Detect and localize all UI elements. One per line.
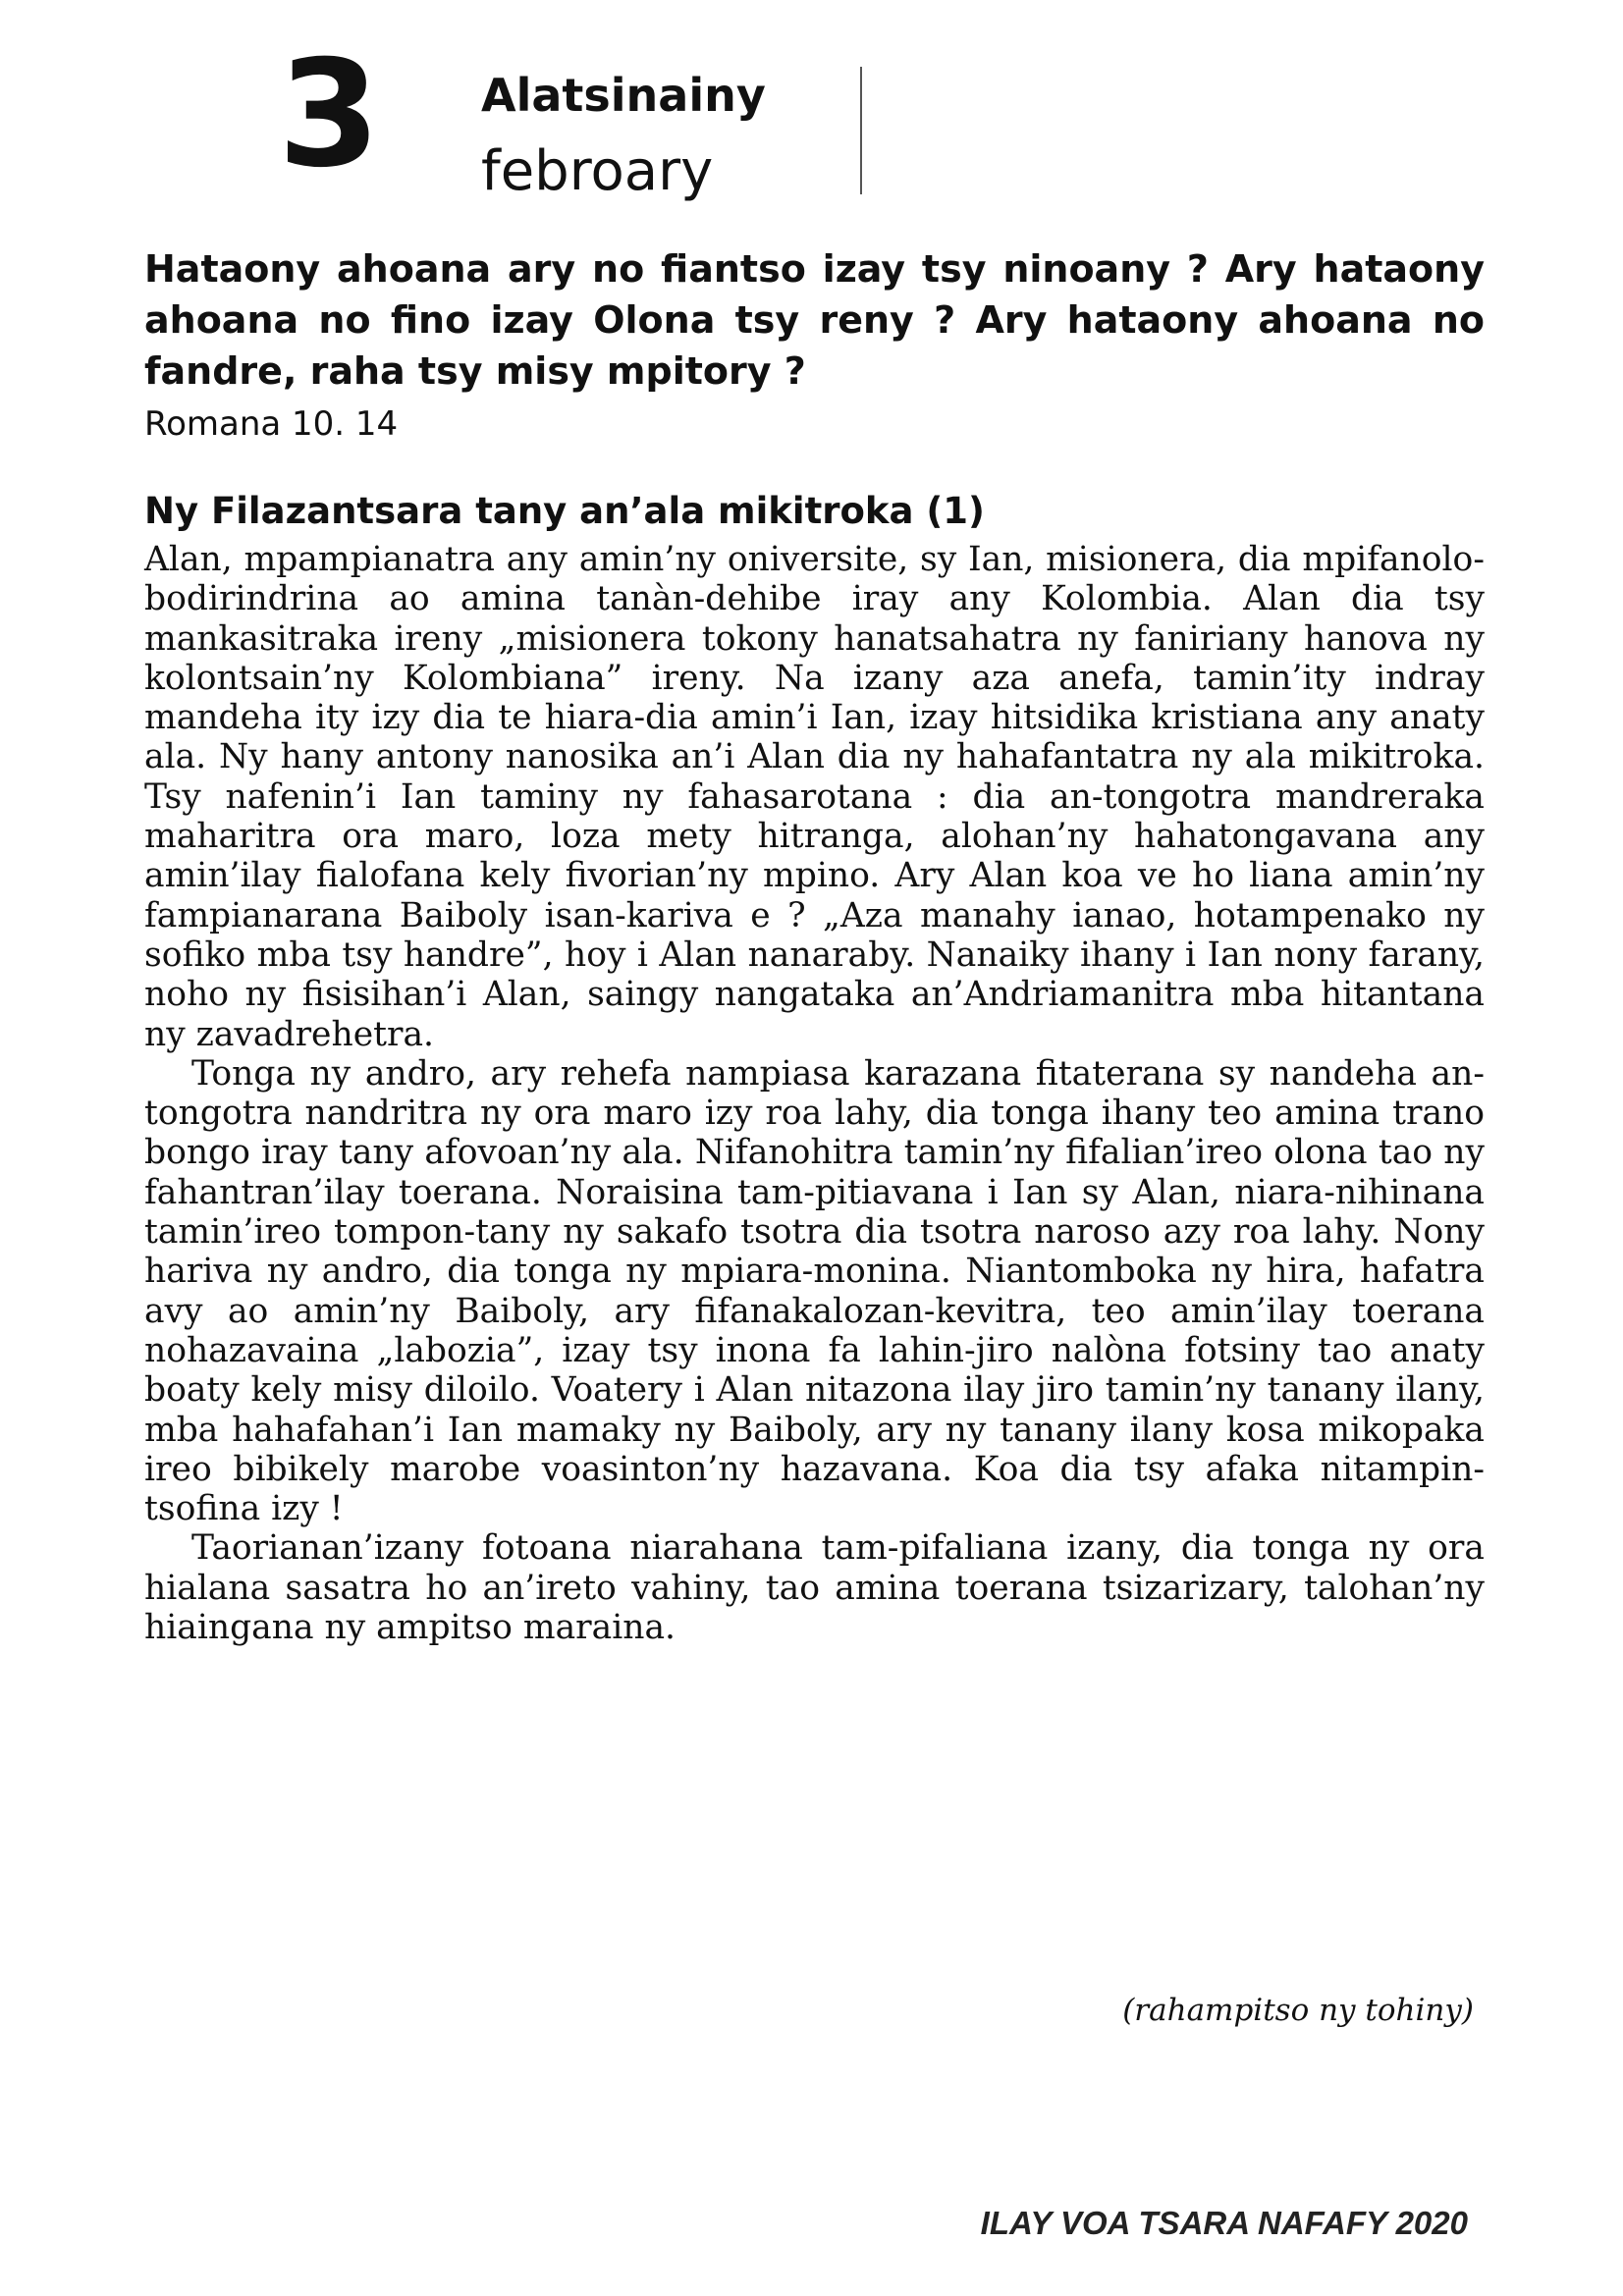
- article-paragraph-1: Alan, mpampianatra any amin’ny oniversite, sy Ian, misionera, dia mpifanolo-bodirindrina ao amina tanàn-dehibe iray any Kolombia. Alan dia tsy mankasitraka ireny „misionera tokony hanatsahatra ny faniriany hanova ny kolontsain’ny Kolombiana” ireny. Na izany aza anefa, tamin’ity indray mandeha ity izy dia te hiara-dia amin’i Ian, izay hitsidika kristiana any anaty ala. Ny hany antony nanosika an’i Alan dia ny hahafantatra ny ala mikitroka. Tsy nafenin’i Ian taminy ny fahasarotana : dia an-tongotra mandreraka maharitra ora maro, loza mety hitranga, alohan’ny hahatongavana any amin’ilay fialofana kely fivorian’ny mpino. Ary Alan koa ve ho liana amin’ny fampianarana Baiboly isan-kariva e ? „Aza manahy ianao, hotampenako ny sofiko mba tsy handre”, hoy i Alan nanaraby. Nanaiky ihany i Ian nony farany, noho ny fisisihan’i Alan, saingy nangataka an’Andriamanitra mba hitantana ny zavadrehetra.: [144, 540, 1485, 1054]
- continued-note: (rahampitso ny tohiny): [1122, 1993, 1474, 2028]
- article-title: Ny Filazantsara tany an’ala mikitroka (1): [144, 490, 985, 532]
- article-paragraph-3: Taorianan’izany fotoana niarahana tam-pifaliana izany, dia tonga ny ora hialana sasatra ho an’ireto vahiny, tao amina toerana tsizarizary, talohan’ny hiaingana ny ampitso maraina.: [144, 1528, 1485, 1648]
- month: febroary: [481, 139, 714, 203]
- publication-footer: ILAY VOA TSARA NAFAFY 2020: [980, 2205, 1468, 2241]
- verse-reference: Romana 10. 14: [144, 404, 399, 444]
- weekday: Alatsinainy: [481, 69, 766, 122]
- article-paragraph-2: Tonga ny andro, ary rehefa nampiasa karazana fitaterana sy nandeha an-tongotra nandritra ny ora maro izy roa lahy, dia tonga ihany teo amina trano bongo iray tany afovoan’ny ala. Nifanohitra tamin’ny fifalian’ireo olona tao ny fahantran’ilay toerana. Noraisina tam-pitiavana i Ian sy Alan, niara-nihinana tamin’ireo tompon-tany ny sakafo tsotra dia tsotra naroso azy roa lahy. Nony hariva ny andro, dia tonga ny mpiara-monina. Niantomboka ny hira, hafatra avy ao amin’ny Baiboly, ary fifanakalozan-kevitra, teo amin’ilay toerana nohazavaina „labozia”, izay tsy inona fa lahin-jiro nalòna fotsiny tao anaty boaty kely misy diloilo. Voatery i Alan nitazona ilay jiro tamin’ny tanany ilany, mba hahafahan’i Ian mamaky ny Baiboly, ary ny tanany ilany kosa mikopaka ireo bibikely marobe voasinton’ny hazavana. Koa dia tsy afaka nitampin-tsofina izy !: [144, 1053, 1485, 1529]
- day-number: 3: [278, 29, 381, 200]
- article-body: [144, 540, 1485, 1647]
- date-header: [278, 29, 887, 208]
- header-divider: [860, 67, 862, 194]
- bible-verse: Hataony ahoana ary no fiantso izay tsy ninoany ? Ary hataony ahoana no fino izay Olona tsy reny ? Ary hataony ahoana no fandre, raha tsy misy mpitory ?: [144, 247, 1485, 393]
